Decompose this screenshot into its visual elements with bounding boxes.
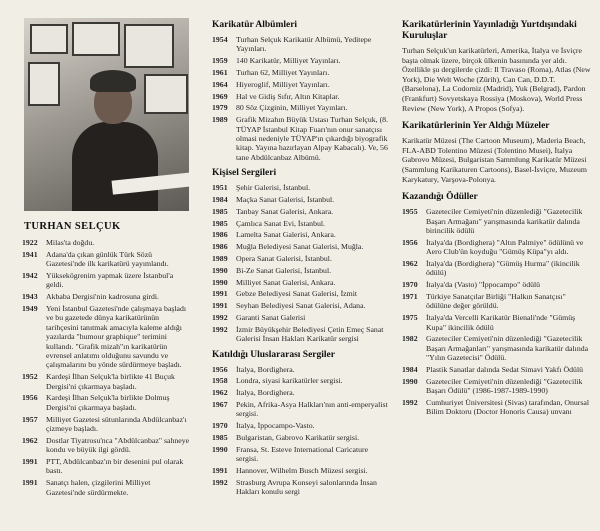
intl-exhibition-row: 1967 Pekin, Afrika-Asya Halkları'nın anti-emperyalist sergisi.	[212, 399, 388, 419]
award-row: 1956 İtalya'da (Bordighera) "Altın Palmiye" ödülünü ve Aero Club'ün koyduğu "Gümüş Küpa"yı aldı.	[402, 237, 584, 257]
exhibition-row: 1985 Çamlıca Sanat Evi, İstanbul.	[212, 218, 325, 228]
timeline-row: 1922 Milas'ta doğdu.	[22, 238, 95, 247]
timeline-row: 1952 Kardeşi İlhan Selçuk'la birlikte 41 Buçuk Dergisi'ni çıkarmaya başladı.	[22, 372, 175, 391]
publications-text: Turhan Selçuk'un karikatürleri, Amerika, İtalya ve İsviçre başta olmak üzere, birçok ülkenin basınında yer aldı. Özellikle şu dergilerde çizdi: Il Travaso (Roma), Atlas (New York), Die Welt Woche (Zürih), Can Can, D.D.T. (Barselona), La Codorniz (Madrid), Yuk (Belgrad), Pardon (Frankfurt) Sovyetskaya Rossiya (Moskova), World Press Review (New York), A Propos (Sofya).	[402, 46, 591, 113]
exhibition-row: 1991 Gebze Belediyesi Sanat Galerisi, İzmit	[212, 289, 358, 299]
intl-exhibition-row: 1990 Fransa, St. Esteve International Caricature sergisi.	[212, 444, 369, 464]
museums-text: Karikatür Müzesi (The Cartoon Museum), Maderia Beach, FLA-ABD Tolentino Müzesi (Tolentino Musei), İtalya Gabrovo Müzesi, Bulgaristan Sammlung Karikatür Müzesi (Sammlung Karikaturen Cartoons), Basel-İsviçre, Muzeum Karykatury, Varşova-Polonya.	[402, 136, 587, 184]
award-row: 1982 Gazeteciler Cemiyeti'nin düzenlediği "Gazetecilik Başarı Armağanları" yarışmasında karikatür dalında "Yılın Gazetecisi" Ödülü.	[402, 334, 589, 363]
intl-exhibition-row: 1985 Bulgaristan, Gabrovo Karikatür sergisi.	[212, 432, 360, 442]
personal-exhibitions-heading: Kişisel Sergileri	[212, 168, 277, 179]
timeline-row: 1991 PTT, Abdülcanbaz'ın bir desenini pul olarak bastı.	[22, 457, 184, 476]
international-exhibitions-heading: Katıldığı Uluslararası Sergiler	[212, 349, 335, 360]
album-row: 1969 Hal ve Gidiş Sıfır, Altın Kitaplar.	[212, 91, 340, 101]
album-row: 1959 140 Karikatür, Milliyet Yayınları.	[212, 56, 341, 66]
album-row: 1961 Turhan 62, Milliyet Yayınları.	[212, 68, 330, 77]
timeline-row: 1957 Milliyet Gazetesi sütunlarında Abdülcanbaz'ı çizmeye başladı.	[22, 414, 187, 434]
exhibition-row: 1984 Maçka Sanat Galerisi, İstanbul.	[212, 195, 335, 205]
intl-exhibition-row: 1970 İtalya, İppocampo-Vasto.	[212, 421, 315, 431]
publications-heading: Karikatürlerinin Yayınladığı Yurtdışındaki Kuruluşlar	[402, 20, 577, 41]
artist-name: TURHAN SELÇUK	[24, 221, 121, 232]
exhibition-row: 1990 Milliyet Sanat Galerisi, Ankara.	[212, 277, 336, 287]
exhibition-row: 1986 Muğla Belediyesi Sanat Galerisi, Muğla.	[212, 242, 364, 252]
exhibition-row: 1951 Şehir Galerisi, İstanbul.	[212, 183, 311, 193]
artist-photo	[24, 18, 189, 211]
intl-exhibition-row: 1956 İtalya, Bordighera.	[212, 364, 295, 374]
award-row: 1970 İtalya'da (Vasto) "İppocampo" ödülü	[402, 280, 541, 290]
timeline-row: 1991 Sanatçı halen, çizgilerini Milliyet Gazetesi'nde sürdürmekte.	[22, 478, 151, 497]
timeline-row: 1941 Adana'da çıkan günlük Türk Sözü Gazetesi'nde ilk karikatürü yayımlandı.	[22, 249, 169, 269]
album-row: 1979 80 Söz Çizginin, Milliyet Yayınları.	[212, 103, 348, 113]
award-row: 1971 Türkiye Sanatçılar Birliği "Halkın Sanatçısı" ödülüne değer görüldü.	[402, 291, 566, 311]
albums-heading: Karikatür Albümleri	[212, 20, 298, 30]
intl-exhibition-row: 1992 Strasburg Avrupa Konseyi salonlarında İnsan Hakları konulu sergi	[212, 477, 377, 497]
timeline-row: 1943 Akbaba Dergisi'nin kadrosuna girdi.	[22, 292, 159, 302]
album-row: 1954 Turhan Selçuk Karikatür Albümü, Yeditepe Yayınları.	[212, 35, 372, 54]
awards-heading: Kazandığı Ödüller	[402, 192, 478, 203]
exhibition-row: 1990 Bi-Ze Sanat Galerisi, İstanbul.	[212, 265, 332, 275]
biography-timeline	[22, 238, 190, 499]
award-row: 1955 Gazeteciler Cemiyeti'nin düzenlediği "Gazetecilik Başarı Armağanı" yarışmasında karikatür dalında birincilik ödülü	[402, 207, 583, 235]
award-row: 1962 İtalya'da (Bordighera) "Gümüş Hurma" (ikincilik ödülü)	[402, 258, 580, 278]
award-row: 1990 Gazeteciler Cemiyeti'nin düzenlediği "Gazetecilik Başarı Ödülü" (1986-1987-1989-1990)	[402, 376, 583, 396]
timeline-row: 1962 Dostlar Tiyatrosu'nca "Abdülcanbaz" sahneye kondu ve büyük ilgi gördü.	[22, 435, 190, 455]
exhibition-row: 1985 Tanbay Sanat Galerisi, Ankara.	[212, 206, 334, 216]
middle-column	[212, 20, 390, 499]
exhibition-row: 1992 Garanti Sanat Galerisi	[212, 312, 306, 322]
museums-heading: Karikatürlerinin Yer Aldığı Müzeler	[402, 121, 550, 132]
intl-exhibition-row: 1958 Londra, siyasi karikatürler sergisi.	[212, 376, 343, 386]
intl-exhibition-row: 1962 İtalya, Bordighera.	[212, 388, 295, 398]
exhibition-row: 1989 Opera Sanat Galerisi, İstanbul.	[212, 254, 332, 263]
award-row: 1984 Plastik Sanatlar dalında Sedat Simavi Yakfı Ödülü	[402, 364, 584, 374]
timeline-row: 1956 Kardeşi İlhan Selçuk'la birlikte Dolmuş Dergisi'ni çıkarmaya başladı.	[22, 393, 170, 412]
exhibition-row: 1992 İzmir Büyükşehir Belediyesi Çetin Emeç Sanat Galerisi İnsan Hakları Karikatür sergisi	[212, 324, 384, 344]
exhibition-row: 1991 Seyhan Belediyesi Sanat Galerisi, Adana.	[212, 301, 366, 311]
intl-exhibition-row: 1991 Hannover, Wilhelm Busch Müzesi sergisi.	[212, 465, 368, 475]
award-row: 1992 Cumhuriyet Üniversitesi (Sivas) tarafından, Onursal Bilim Doktoru (Doctor Honoris Causa) unvanı	[402, 397, 590, 417]
right-column	[402, 20, 592, 419]
album-row: 1964 Hiyeroglif, Milliyet Yayınları.	[212, 79, 330, 89]
album-row: 1989 Grafik Mizahın Büyük Ustası Turhan Selçuk, (8. TÜYAP İstanbul Kitap Fuarı'nın onur sanatçısı olmasi nedeniyle TÜYAP'ın çıkardığı biyografik kitap. Yayına hazırlayan Alpay Kabacalı). Ve, 56 tane Abdülcanbaz Albümü.	[212, 115, 389, 162]
exhibition-row: 1986 Lamelta Sanat Galerisi, Ankara.	[212, 230, 336, 240]
timeline-row: 1942 Yüksekögrenim yapmak üzere İstanbul'a geldi.	[22, 271, 174, 290]
timeline-row: 1949 Yeni İstanbul Gazetesi'nde çalışmaya başladı ve bu gazetede dünya karikatürünün tarihçesini tanıtmak amacıyla kaleme aldığı yazılarda "humour graphique" terimini kullandı. "Grafik mizah"ın karikatürün evrensel anlatımı olduğunu savundu ve çalışmalarını bu yönde sürdürmeye başladı.	[22, 304, 187, 370]
award-row: 1975 İtalya'da Vercelli Karikatür Bienali'nde "Gümüş Kupa" ikincilik ödülü	[402, 313, 576, 332]
